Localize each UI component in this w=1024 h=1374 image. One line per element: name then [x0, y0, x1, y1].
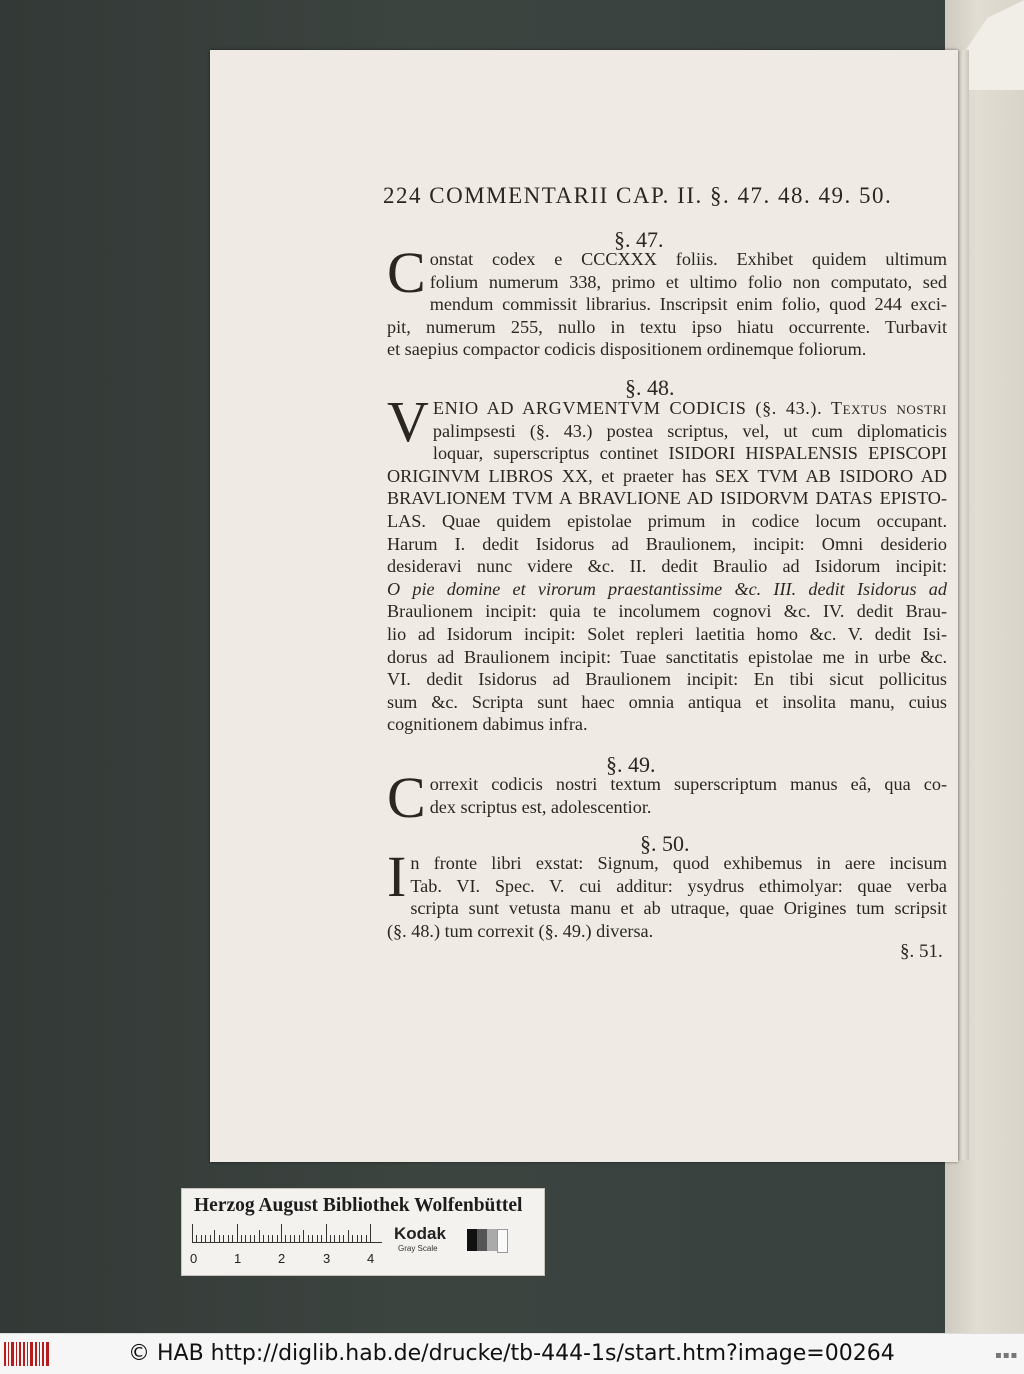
ruler-tick [357, 1235, 358, 1242]
paragraph-47 [387, 240, 947, 361]
text-line: loquar, superscriptus continet ISIDORI HISPALENSIS EPISCOPI [432, 443, 947, 464]
text-line: desideravi nunc videre &c. II. dedit Braulio ad Isidorum incipit: [387, 556, 947, 577]
running-header: 224 COMMENTARII CAP. II. §. 47. 48. 49. 50. [383, 183, 893, 208]
text-line: Tab. VI. Spec. V. cui additur: ysydrus ethimolyar: quae verba [410, 875, 947, 896]
ruler-number: 1 [234, 1251, 242, 1266]
ruler-tick [334, 1235, 335, 1242]
section-heading-47: §. 47. [614, 227, 664, 252]
gray-swatch-light [487, 1229, 497, 1251]
gray-swatch-black [467, 1229, 477, 1251]
barcode-bar [8, 1342, 9, 1366]
ruler-tick [228, 1235, 229, 1242]
paragraph-48 [387, 389, 947, 736]
kodak-brand: Kodak [394, 1224, 446, 1243]
barcode-bar [16, 1342, 17, 1366]
ruler-tick [294, 1235, 295, 1242]
gray-swatch-white [497, 1229, 508, 1253]
ruler-tick [348, 1230, 349, 1242]
text-line: Braulionem incipit: quia te incolumem cognovi &c. IV. dedit Brau- [387, 601, 947, 622]
text-line: Harum I. dedit Isidorus ad Braulionem, incipit: Omni desiderio [387, 533, 947, 554]
barcode-bar [42, 1342, 44, 1366]
paragraph-50 [387, 844, 947, 942]
barcode-bar [35, 1342, 37, 1366]
ruler-tick [281, 1224, 282, 1242]
ruler-tick [232, 1235, 233, 1242]
ruler-tick [223, 1235, 224, 1242]
barcode-icon [4, 1342, 44, 1366]
text-line: (§. 48.) tum correxit (§. 49.) diversa. [387, 920, 654, 941]
text-line: mendum commissit librarius. Inscripsit enim folio, quod 244 exci- [429, 294, 947, 315]
ruler-tick [343, 1235, 344, 1242]
text-line: cognitionem dabimus infra. [387, 714, 588, 735]
text-line: LAS. Quae quidem epistolae primum in codice locum occupant. [387, 510, 947, 531]
ruler-tick [308, 1235, 309, 1242]
ruler-tick [201, 1235, 202, 1242]
ruler-number: 2 [278, 1251, 286, 1266]
ruler-tick [241, 1235, 242, 1242]
ruler-tick [290, 1235, 291, 1242]
ruler-tick [352, 1235, 353, 1242]
section-heading-49: §. 49. [606, 752, 656, 777]
ruler-tick [210, 1235, 211, 1242]
gray-scale-text: Gray Scale [398, 1244, 438, 1253]
ruler-tick [250, 1235, 251, 1242]
text-line: folium numerum 338, primo et ultimo folio non computato, sed [429, 271, 947, 292]
scale-ruler [192, 1224, 382, 1243]
ruler-tick [192, 1224, 193, 1242]
dropcap: V [387, 389, 429, 454]
ruler-tick [205, 1235, 206, 1242]
ruler-tick [317, 1235, 318, 1242]
dropcap: C [387, 240, 426, 305]
barcode-bar [39, 1342, 40, 1366]
text-line: n fronte libri exstat: Signum, quod exhibemus in aere incisum [410, 853, 947, 873]
ruler-number: 0 [190, 1251, 198, 1266]
ruler-tick [268, 1235, 269, 1242]
barcode-bar [11, 1342, 14, 1366]
ruler-tick [299, 1235, 300, 1242]
text-line: ENIO AD ARGVMENTVM CODICIS (§. 43.). Textus nostri [432, 398, 947, 418]
text-line: scripta sunt vetusta manu et ab utraque, quae Origines tum scripsit [410, 898, 947, 919]
text-line: palimpsesti (§. 43.) postea scriptus, vel, ut cum diplomaticis [432, 420, 947, 441]
text-line: sum &c. Scripta sunt haec omnia antiqua et insolita manu, cuius [387, 691, 947, 712]
section-heading-48: §. 48. [625, 375, 675, 400]
barcode-bar [23, 1342, 25, 1366]
ruler-tick [272, 1235, 273, 1242]
barcode-bar [30, 1342, 33, 1366]
text-line: orrexit codicis nostri textum superscriptum manus eâ, qua co- [429, 774, 947, 794]
barcode-bar [19, 1342, 21, 1366]
barcode-bar [4, 1342, 6, 1366]
ruler-tick [366, 1235, 367, 1242]
ruler-tick [326, 1224, 327, 1242]
barcode-bar [27, 1342, 28, 1366]
ruler-number: 3 [323, 1251, 331, 1266]
text-line: VI. dedit Isidorus ad Braulionem incipit: En tibi sicut pollicitus [387, 669, 947, 690]
ruler-tick [361, 1235, 362, 1242]
dots-icon: ▪▪▪ [995, 1350, 1019, 1361]
ruler-tick [237, 1224, 238, 1242]
source-url[interactable]: © HAB http://diglib.hab.de/drucke/tb-444-1s/start.htm?image=00264 [128, 1341, 895, 1366]
text-line: lio ad Isidorum incipit: Solet repleri laetitia homo &c. V. dedit Isi- [387, 623, 947, 644]
ruler-tick [277, 1235, 278, 1242]
library-name: Herzog August Bibliothek Wolfenbüttel [194, 1195, 523, 1216]
paragraph-49 [387, 765, 947, 830]
ruler-number: 4 [367, 1251, 375, 1266]
ruler-tick [196, 1235, 197, 1242]
text-line: dorus ad Braulionem incipit: Tuae sanctitatis epistolae me in urbe &c. [387, 646, 947, 667]
ruler-tick [339, 1235, 340, 1242]
ruler-tick [285, 1235, 286, 1242]
ruler-tick [245, 1235, 246, 1242]
ruler-tick [263, 1235, 264, 1242]
ruler-tick [214, 1230, 215, 1242]
ruler-tick [312, 1235, 313, 1242]
dropcap: I [387, 844, 407, 909]
text-line: O pie domine et virorum praestantissime &c. III. dedit Isidorus ad [387, 578, 947, 599]
gray-swatch-dark [477, 1229, 487, 1251]
barcode-bar [46, 1342, 49, 1366]
text-line: ORIGINVM LIBROS XX, et praeter has SEX TVM AB ISIDORO AD [387, 465, 947, 486]
ruler-tick [219, 1235, 220, 1242]
text-line: dex scriptus est, adolescentior. [429, 796, 652, 817]
library-label [181, 1188, 545, 1276]
ruler-tick [303, 1230, 304, 1242]
text-line: onstat codex e CCCXXX foliis. Exhibet quidem ultimum [429, 249, 947, 269]
text-line: BRAVLIONEM TVM A BRAVLIONE AD ISIDORVM DATAS EPISTO- [387, 488, 947, 509]
text-line: et saepius compactor codicis dispositionem ordinemque foliorum. [387, 339, 867, 360]
text-line: pit, numerum 255, nullo in textu ipso hiatu occurrente. Turbavit [387, 316, 947, 337]
catchword: §. 51. [900, 941, 943, 962]
footer-bar [0, 1333, 1024, 1374]
ruler-tick [370, 1224, 371, 1242]
dropcap: C [387, 765, 426, 830]
ruler-tick [330, 1235, 331, 1242]
section-heading-50: §. 50. [640, 831, 690, 856]
ruler-tick [259, 1230, 260, 1242]
ruler-tick [254, 1235, 255, 1242]
ruler-tick [321, 1235, 322, 1242]
